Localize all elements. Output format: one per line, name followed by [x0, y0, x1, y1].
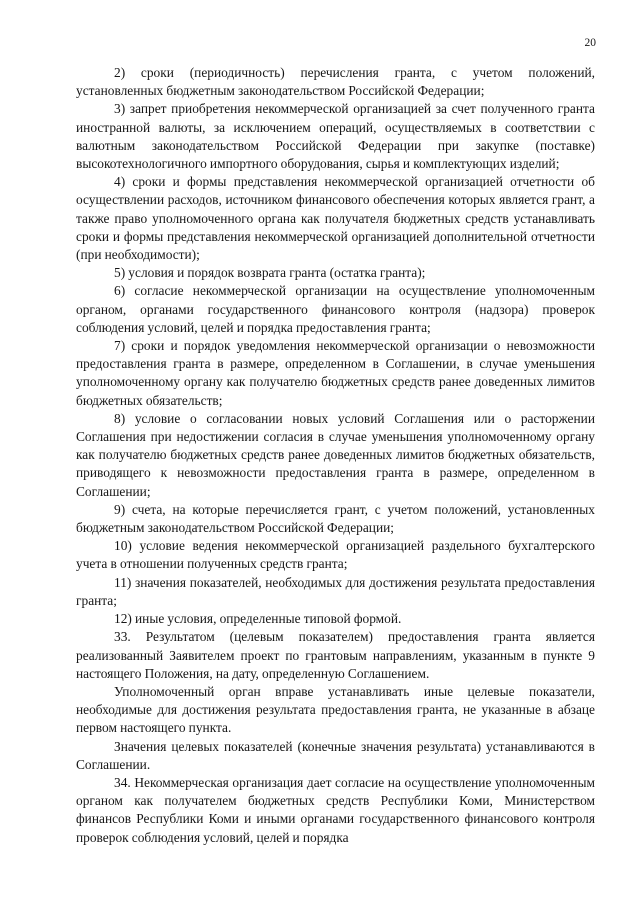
paragraph-clause-33-part-2: Уполномоченный орган вправе устанавливать иные целевые показатели, необходимые для достижения результата предоставления гранта, не указанные в абзаце первом настоящего пункта. — [76, 683, 595, 736]
paragraph-clause-33-part-3: Значения целевых показателей (конечные значения результата) устанавливаются в Соглашении. — [76, 738, 595, 772]
paragraph-item-7: 7) сроки и порядок уведомления некоммерческой организации о невозможности предоставления гранта в размере, определенном в Соглашении, в случае уменьшения уполномоченному органу как получателю бюджетных средств ранее доведенных лимитов бюджетных обязательств; — [76, 338, 595, 408]
paragraph-item-4: 4) сроки и формы представления некоммерческой организацией отчетности об осуществлении расходов, источником финансового обеспечения которых является грант, а также право уполномоченного органа как получателя бюджетных средств устанавливать сроки и формы представления некоммерческой организацией дополнительной отчетности (при необходимости); — [76, 174, 595, 263]
paragraph-item-8: 8) условие о согласовании новых условий Соглашения или о расторжении Соглашения при недостижении согласия в случае уменьшения уполномоченному органу как получателю бюджетных средств ранее доведенных лимитов бюджетных обязательств, приводящего к невозможности предоставления гранта в размере, определенном в Соглашении; — [76, 410, 595, 499]
paragraph-item-10: 10) условие ведения некоммерческой организацией раздельного бухгалтерского учета в отношении полученных средств гранта; — [76, 538, 595, 572]
paragraph-item-9: 9) счета, на которые перечисляется грант, с учетом положений, установленных бюджетным законодательством Российской Федерации; — [76, 501, 595, 536]
paragraph-clause-33: 33. Результатом (целевым показателем) предоставления гранта является реализованный Заявителем проект по грантовым направлениям, указанным в пункте 9 настоящего Положения, на дату, определенную Соглашением. — [76, 629, 595, 681]
paragraph-item-2: 2) сроки (периодичность) перечисления гранта, с учетом положений, установленных бюджетным законодательством Российской Федерации; — [76, 65, 595, 99]
paragraph-item-3: 3) запрет приобретения некоммерческой организацией за счет полученного гранта иностранной валюты, за исключением операций, осуществляемых в соответствии с валютным законодательством Российской Федерации при закупке (поставке) высокотехнологичного импортного оборудования, сырья и комплектующих изделий; — [76, 101, 595, 172]
page-number: 20 — [584, 37, 596, 49]
paragraph-clause-34: 34. Некоммерческая организация дает согласие на осуществление уполномоченным органом как получателем бюджетных средств Республики Коми, Министерством финансов Республики Коми и иными органами государственного финансового контроля проверок соблюдения условий, целей и порядка — [76, 774, 595, 845]
paragraph-item-5: 5) условия и порядок возврата гранта (остатка гранта); — [114, 265, 426, 281]
document-body — [76, 64, 595, 847]
paragraph-item-6: 6) согласие некоммерческой организации на осуществление уполномоченным органом, органами государственного финансового контроля (надзора) проверок соблюдения условий, целей и порядка предоставления гранта; — [76, 283, 595, 335]
paragraph-item-12: 12) иные условия, определенные типовой формой. — [114, 611, 402, 627]
paragraph-item-11: 11) значения показателей, необходимых для достижения результата предоставления гранта; — [76, 574, 595, 608]
